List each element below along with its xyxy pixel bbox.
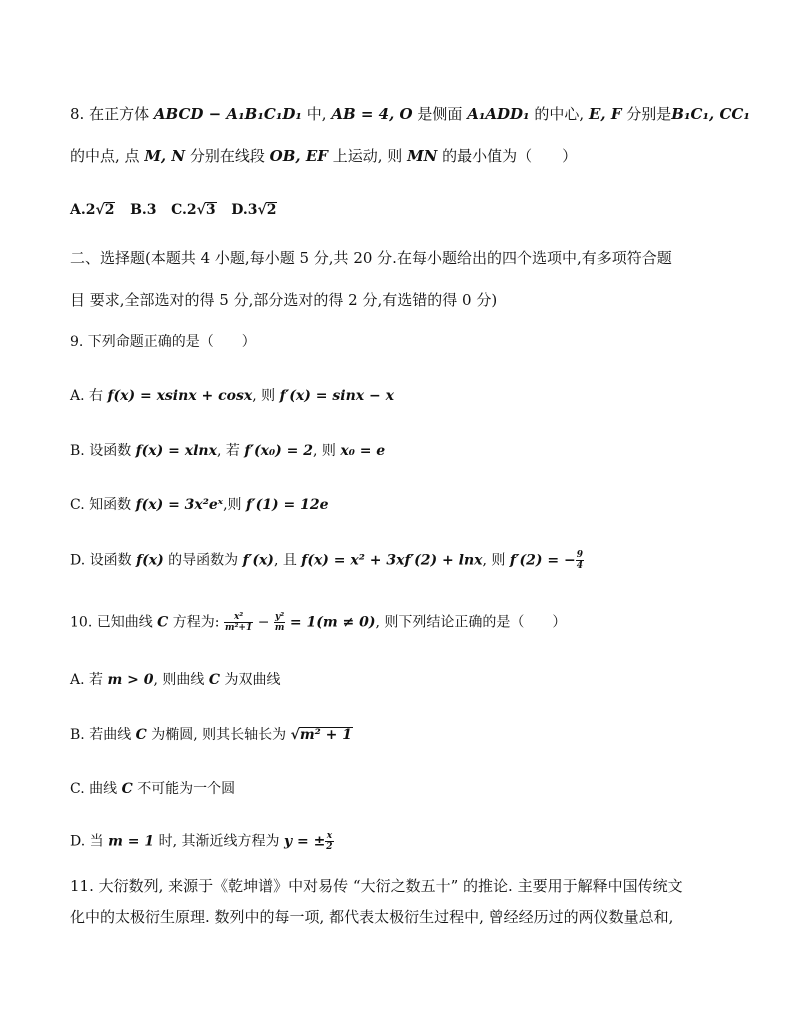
q8-option-b: B.3 — [130, 202, 157, 218]
q8-math-segments: OB, EF — [269, 147, 328, 165]
q9-option-c: C. 知函数 f(x) = 3x²eˣ,则 f′(1) = 12e — [70, 497, 329, 513]
q8-math-mn: MN — [407, 147, 438, 165]
q8-text: 的最小值为（ ） — [442, 147, 578, 165]
q10-option-d: D. 当 m = 1 时, 其渐近线方程为 y = ± $\frac{x}{2}$ — [70, 831, 333, 852]
q8-math-ab: AB = 4, O — [331, 105, 413, 123]
section2-heading-line1: 二、选择题(本题共 4 小题,每小题 5 分,共 20 分.在每小题给出的四个选项中,有多项符合题 — [70, 249, 672, 267]
q8-options — [70, 200, 277, 220]
q9-option-b: B. 设函数 f(x) = xlnx, 若 f′(x₀) = 2, 则 x₀ = e — [70, 443, 386, 459]
q8-text: 分别是 — [626, 105, 672, 123]
q8-text: 分别在线段 — [189, 147, 265, 165]
q10-fraction-y: $\frac{\text{y²}}{m}$ — [274, 612, 285, 633]
q8-math-mn-points: M, N — [144, 147, 186, 165]
q8-option-c: C.2√3 — [171, 202, 216, 218]
q8-math-edges: B₁C₁, CC₁ — [671, 105, 750, 123]
q9-d-fraction: $\frac{9}{4}$ — [576, 550, 584, 571]
q10-stem: 10. 已知曲线 C 方程为: $\frac{\text{x²}}{\text{m²+1}}$ − $\frac{\text{y²}}{m}$ = 1(m ≠ 0), 则下列结论正确的是（ ） — [70, 612, 567, 633]
q10-d-fraction: $\frac{x}{2}$ — [326, 831, 333, 852]
q10-fraction-x: $\frac{\text{x²}}{\text{m²+1}}$ — [224, 612, 253, 633]
q8-text: 8. 在正方体 — [70, 105, 150, 123]
q8-text: 中, — [306, 105, 327, 123]
q9-stem: 9. 下列命题正确的是（ ） — [70, 334, 256, 350]
q8-line2 — [70, 146, 577, 166]
q8-option-a: A.2√2 — [70, 202, 115, 218]
q10-option-c: C. 曲线 C 不可能为一个圆 — [70, 781, 236, 797]
q10-option-a: A. 若 m > 0, 则曲线 C 为双曲线 — [70, 672, 281, 688]
q8-math-face: A₁ADD₁ — [467, 105, 530, 123]
q10-option-b: B. 若曲线 C 为椭圆, 则其长轴长为 √m² + 1 — [70, 727, 352, 743]
q8-text: 上运动, 则 — [332, 147, 403, 165]
q11-line2: 化中的太极衍生原理. 数列中的每一项, 都代表太极衍生过程中, 曾经经历过的两仪数量总和, — [70, 908, 674, 926]
q8-math-ef: E, F — [588, 105, 622, 123]
q11-line1: 11. 大衍数列, 来源于《乾坤谱》中对易传 “大衍之数五十” 的推论. 主要用于解释中国传统文 — [70, 877, 683, 895]
q8-text: 是侧面 — [417, 105, 463, 123]
q8-text: 的中点, 点 — [70, 147, 140, 165]
q8-math-cube: ABCD − A₁B₁C₁D₁ — [153, 105, 302, 123]
q8-option-d: D.3√2 — [231, 202, 277, 218]
q9-option-a: A. 右 f(x) = xsinx + cosx, 则 f′(x) = sinx − x — [70, 388, 394, 404]
q9-option-d: D. 设函数 f(x) 的导函数为 f′(x), 且 f(x) = x² + 3xf′(2) + lnx, 则 f′(2) = − $\frac{9}{4}$ — [70, 550, 584, 571]
q8-line1 — [70, 104, 750, 124]
section2-heading-line2: 目 要求,全部选对的得 5 分,部分选对的得 2 分,有选错的得 0 分) — [70, 291, 498, 309]
q8-text: 的中心, — [534, 105, 585, 123]
